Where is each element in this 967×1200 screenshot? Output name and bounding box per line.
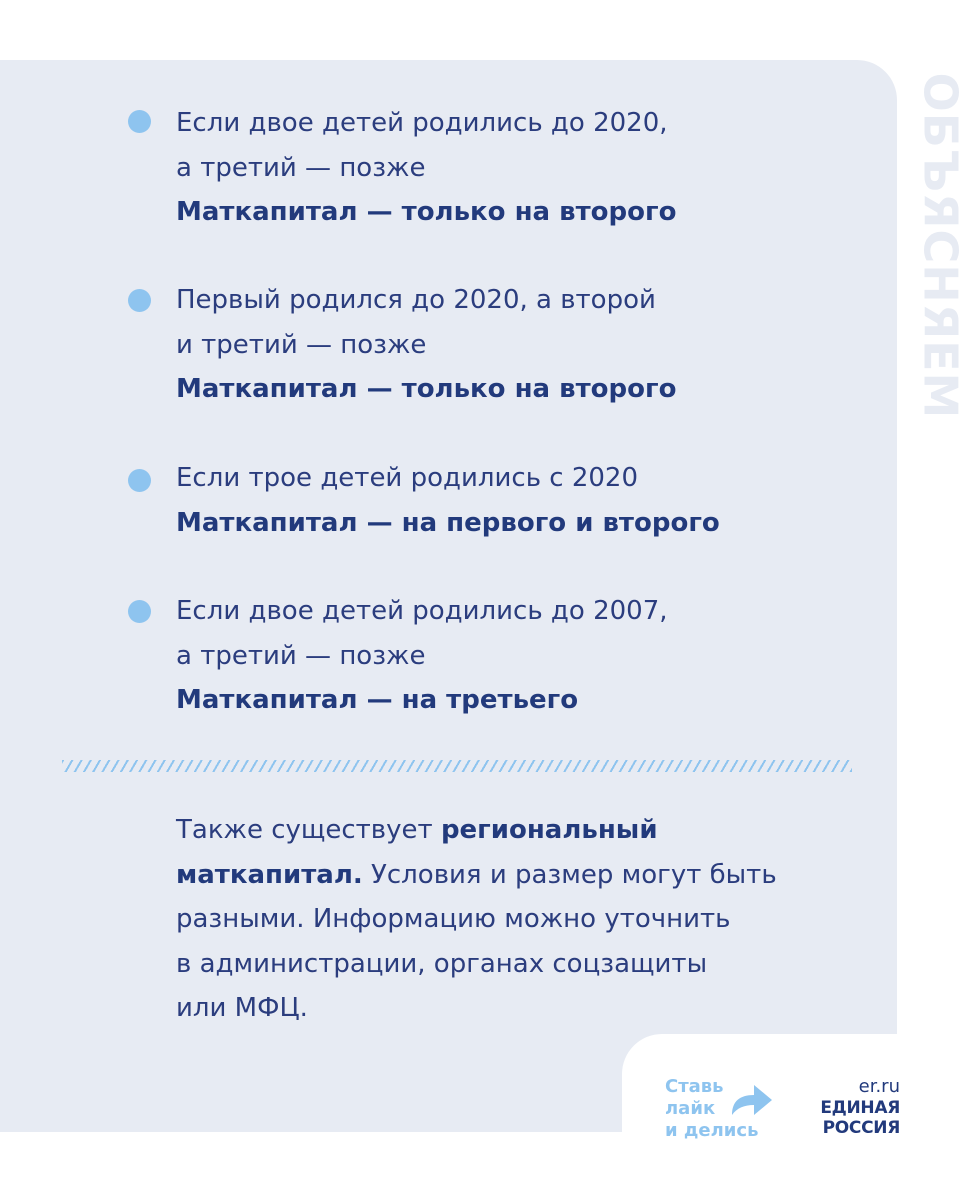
bullet-dot [128,110,151,133]
bullet-dot [128,600,151,623]
case-result: Маткапитал — только на второго [176,374,677,404]
note-line: или МФЦ. [176,993,308,1023]
case-text: Если трое детей родились с 2020 [176,463,639,493]
brand-name: РОССИЯ [822,1118,900,1138]
note-line [176,808,876,853]
note-line [176,853,876,898]
case-item-2 [176,278,676,412]
note-regular: Условия и размер могут быть [362,859,777,890]
case-text: Первый родился до 2020, а второй [176,285,656,315]
case-item-3 [176,456,720,545]
note-line: разными. Информацию можно уточнить [176,904,731,934]
regional-note [176,808,876,1031]
case-text: Если двое детей родились до 2007, [176,596,668,626]
share-arrow-icon[interactable] [728,1081,774,1119]
bullet-dot [128,289,151,312]
note-bold: региональный [440,815,658,845]
case-text: а третий — позже [176,152,426,183]
case-result: Маткапитал — на третьего [176,685,579,715]
case-item-4 [176,589,668,723]
share-text: и делись [665,1120,759,1141]
brand-logo [800,1076,900,1138]
bullet-dot [128,469,151,492]
share-text: Ставь [665,1076,724,1097]
note-line: в администрации, органах соцзащиты [176,948,708,979]
side-label-text: ОБЪЯСНЯЕМ [913,72,967,420]
brand-name: ЕДИНАЯ [820,1098,900,1118]
side-label [913,68,967,424]
case-result: Маткапитал — только на второго [176,197,677,227]
case-text: а третий — позже [176,640,426,671]
hatched-divider [62,760,852,772]
note-regular: Также существует [176,815,441,845]
share-text: лайк [665,1098,716,1119]
site-url: er.ru [858,1076,900,1097]
case-result: Маткапитал — на первого и второго [176,507,720,538]
note-bold: маткапитал. [176,859,363,890]
case-text: Если двое детей родились до 2020, [176,108,668,138]
case-item-1 [176,101,676,235]
case-text: и третий — позже [176,329,427,360]
